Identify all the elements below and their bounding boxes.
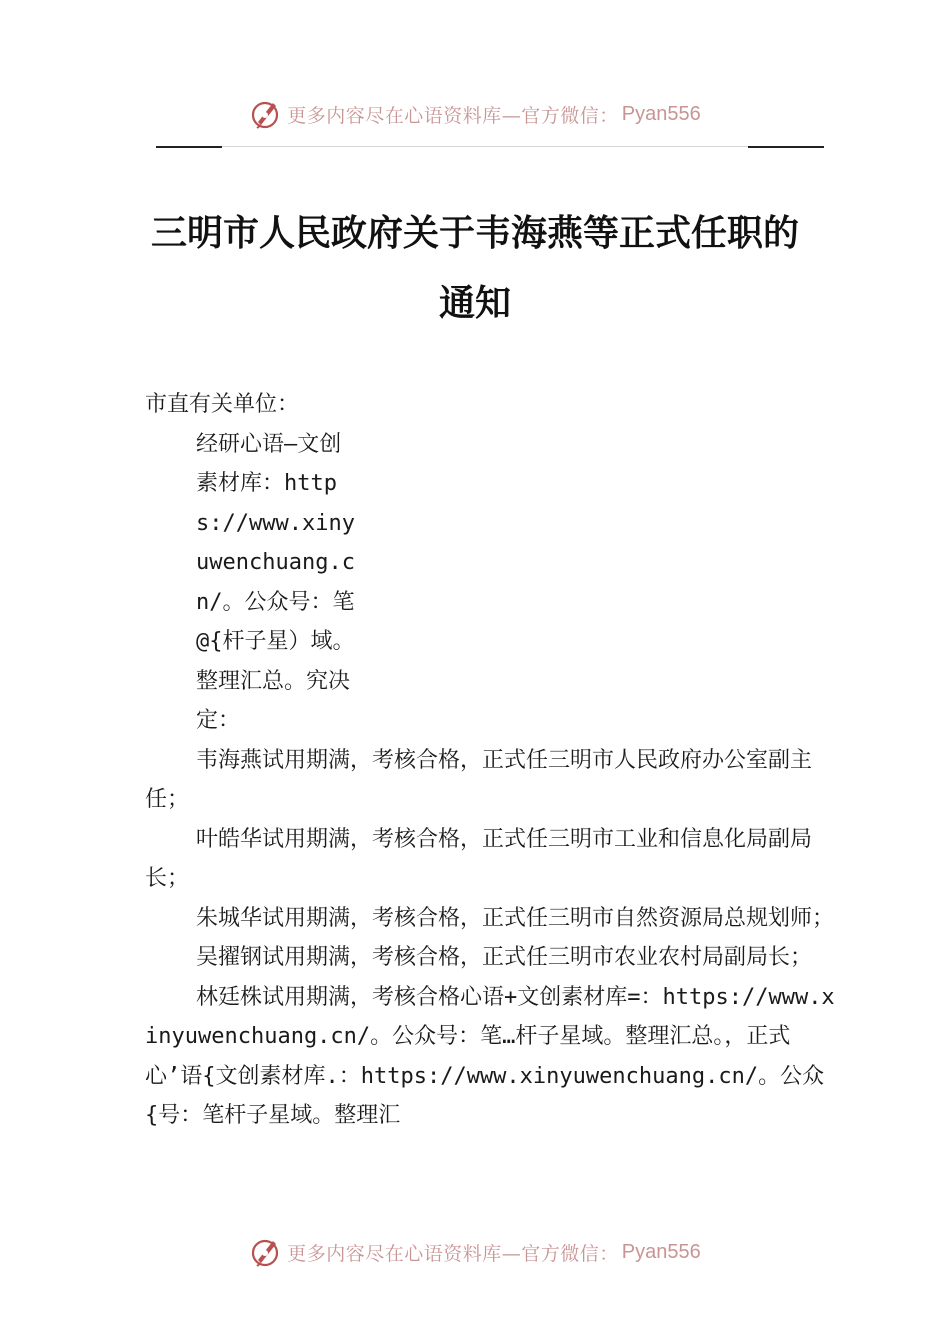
title-line-1: 三明市人民政府关于韦海燕等正式任职的 (150, 212, 799, 254)
wechat-id: Pyan556 (621, 1240, 701, 1263)
paragraph-5: 林廷株试用期满，考核合格心语+文创素材库=：https://www.xinyuwenchuang.cn/。公众号：笔…杆子星域。整理汇总。，正式心’语{文创素材库.：https://www.xinyuwenchuang.cn/。公众{号：笔杆子星域。整理汇 (145, 984, 835, 1128)
header-rule-center (222, 146, 748, 147)
header-banner (0, 94, 950, 134)
wechat-id: Pyan556 (621, 102, 701, 125)
document-body (145, 385, 835, 1136)
paragraph-1: 韦海燕试用期满，考核合格，正式任三明市人民政府办公室副主任； (145, 747, 813, 812)
header-rule-right (748, 146, 824, 148)
footer-banner (0, 1232, 950, 1272)
paragraph-2: 叶皓华试用期满，考核合格，正式任三明市工业和信息化局副局长； (145, 826, 813, 891)
banner-text: 更多内容尽在心语资料库—官方微信： (287, 1242, 619, 1265)
watermark-block: 经研心语—文创素材库：https://www.xinyuwenchuang.cn/。公众号：笔@{杆子星）域。整理汇总。究决定： (196, 431, 355, 733)
banner-text: 更多内容尽在心语资料库—官方微信： (287, 104, 619, 127)
paragraph-4: 吴擢钢试用期满，考核合格，正式任三明市农业农村局副局长； (196, 945, 813, 970)
document-title (140, 198, 810, 338)
salutation: 市直有关单位： (145, 392, 300, 417)
quill-logo-icon (249, 1235, 283, 1269)
title-line-2: 通知 (438, 282, 511, 324)
quill-logo-icon (249, 97, 283, 131)
header-rule-left (156, 146, 222, 148)
paragraph-3: 朱城华试用期满，考核合格，正式任三明市自然资源局总规划师； (196, 905, 835, 931)
